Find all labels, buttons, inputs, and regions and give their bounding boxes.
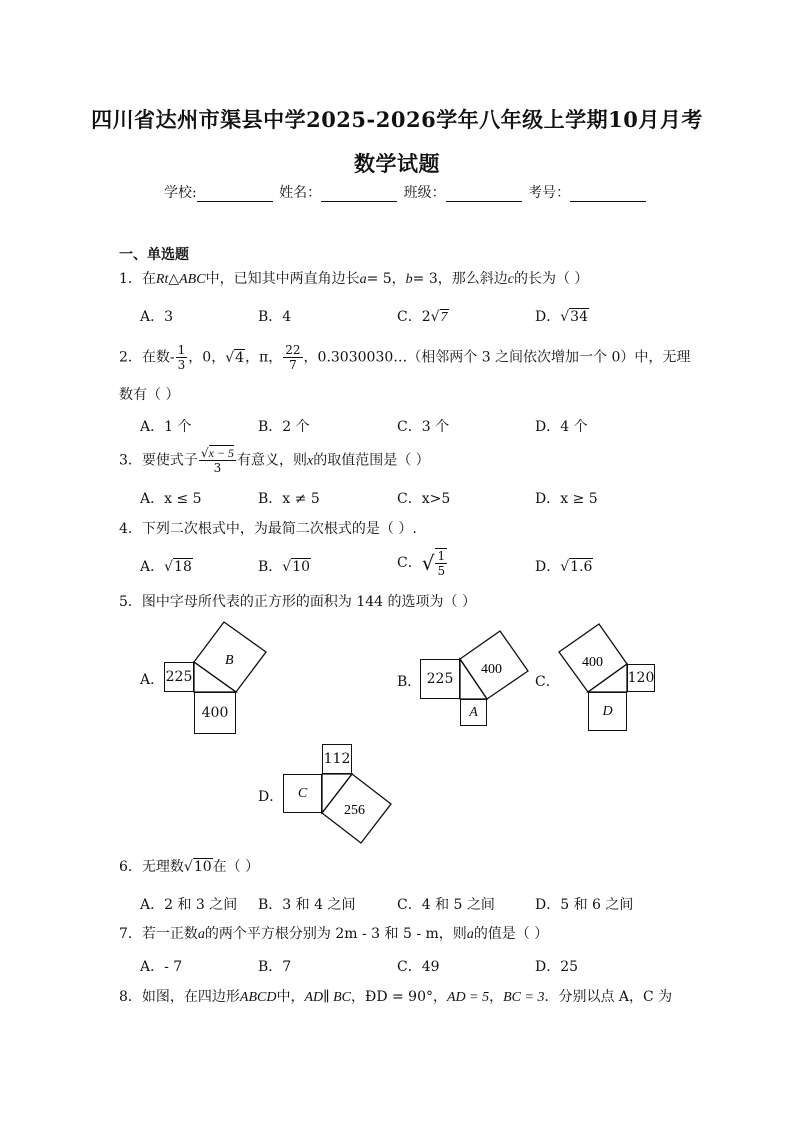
sqrt-symbol: √10 — [282, 559, 311, 575]
q3-option-d[interactable]: D．x ≥ 5 — [535, 491, 598, 507]
q7-var-a: a — [197, 927, 205, 942]
section-heading: 一、单选题 — [119, 247, 189, 263]
q6-option-c[interactable]: C．4 和 5 之间 — [397, 897, 495, 913]
q1-option-d[interactable] — [535, 306, 589, 326]
q7-option-b[interactable]: B．7 — [258, 959, 292, 975]
q8-text: 如图，在四边形 — [141, 989, 240, 1005]
q1-text: 在 — [141, 271, 156, 287]
q4-text: 下列二次根式中，为最简二次根式的是（ ）. — [141, 521, 417, 537]
q4-option-a[interactable] — [140, 556, 193, 576]
q1-c-radicand: 7 — [440, 310, 448, 325]
q6-text: 无理数 — [141, 859, 184, 875]
radicand: 10 — [292, 559, 311, 575]
sqrt-symbol: √1.6 — [560, 559, 593, 575]
q7-var-a: a — [466, 927, 474, 942]
q7-option-c[interactable]: C．49 — [397, 959, 440, 975]
q3-option-b[interactable]: B．x ≠ 5 — [258, 491, 320, 507]
square-label: 112 — [323, 751, 351, 767]
q4-a-label: A． — [140, 559, 165, 575]
q4-b-label: B． — [258, 559, 283, 575]
question-2 — [119, 343, 690, 372]
q1-var-c: c — [507, 272, 514, 287]
denominator: 3 — [177, 358, 186, 372]
question-7 — [119, 924, 548, 945]
sqrt-symbol: √18 — [164, 559, 192, 575]
school-label: 学校: — [164, 185, 197, 201]
q1-option-b[interactable]: B．4 — [258, 309, 292, 325]
q8-text: ．分别以点 A，C 为 — [544, 989, 673, 1005]
question-8 — [119, 987, 672, 1008]
q7-option-d[interactable]: D．25 — [535, 959, 579, 975]
q8-text: ， — [433, 989, 447, 1005]
q2-option-a[interactable]: A．1 个 — [140, 419, 192, 435]
q4-d-label: D． — [535, 559, 561, 575]
exam-title-line1: 四川省达州市渠县中学2025-2026学年八年级上学期10月月考 — [91, 107, 703, 132]
q8-text: ， — [489, 989, 504, 1005]
q1-var-a: a — [359, 272, 367, 287]
q8-condition: BC = 3 — [503, 990, 545, 1005]
numerator: 22 — [285, 343, 301, 357]
numerator: √x − 5 — [200, 446, 235, 460]
q3-var-x: x — [307, 453, 314, 469]
id-label: 考号： — [528, 185, 571, 201]
question-1 — [119, 269, 588, 290]
q4-option-b[interactable] — [258, 556, 311, 576]
q1-c-label: C．2 — [397, 309, 431, 325]
square-label: 400 — [201, 705, 229, 721]
q6-option-b[interactable]: B．3 和 4 之间 — [258, 897, 356, 913]
class-label: 班级： — [403, 185, 446, 201]
q1-d-label: D． — [535, 309, 561, 325]
q6-option-d[interactable]: D．5 和 6 之间 — [535, 897, 634, 913]
q3-text: 要使式子 — [141, 452, 198, 469]
q2-text: ，π， — [245, 349, 283, 366]
square-label: A — [469, 704, 478, 720]
exam-title-line2: 数学试题 — [354, 151, 440, 176]
q5-option-a[interactable]: A． — [140, 672, 165, 688]
radicand: x − 5 — [208, 446, 235, 460]
sqrt-symbol: √34 — [560, 309, 588, 325]
denominator: 5 — [437, 564, 446, 578]
q1-var-b: b — [405, 272, 413, 287]
square-label: 256 — [344, 803, 365, 818]
q1-text: 的长为（ ） — [513, 271, 589, 287]
q5-option-b[interactable]: B． — [397, 674, 422, 690]
fraction — [176, 343, 188, 372]
fraction — [199, 446, 236, 475]
question-3 — [119, 446, 430, 475]
q3-number: 3． — [119, 452, 142, 469]
q5b-figure — [450, 620, 540, 710]
sqrt-symbol: √4 — [225, 349, 245, 366]
name-blank[interactable] — [321, 187, 397, 202]
q8-text: 中， — [276, 989, 305, 1005]
q1-option-a[interactable]: A．3 — [140, 309, 174, 325]
sqrt-symbol: √10 — [183, 859, 212, 875]
square-label: 400 — [582, 655, 603, 670]
q8-condition: AD∥ BC — [304, 990, 352, 1005]
numerator: 1 — [177, 343, 186, 357]
name-label: 姓名： — [279, 185, 322, 201]
q1-number: 1． — [119, 271, 142, 287]
q2-number: 2． — [119, 349, 142, 366]
q3-text: 有意义，则 — [237, 452, 308, 469]
radicand: 1.6 — [570, 559, 593, 575]
q7-text: 的值是（ ） — [473, 926, 549, 942]
q5-number: 5． — [119, 594, 142, 610]
square-label: 225 — [165, 669, 193, 685]
radicand: 10 — [193, 859, 212, 875]
q5-text: 图中字母所代表的正方形的面积为 144 的选项为（ ） — [141, 594, 476, 610]
square-label: 400 — [481, 662, 502, 677]
sqrt-symbol: √7 — [430, 309, 448, 325]
question-6 — [119, 857, 259, 877]
q7-option-a[interactable]: A．- 7 — [140, 959, 183, 975]
q2-option-c[interactable]: C．3 个 — [397, 419, 450, 435]
q1-text: = 3，那么斜边 — [412, 271, 508, 287]
q2-option-d[interactable]: D．4 个 — [535, 419, 588, 435]
square-label: D — [602, 703, 613, 719]
q3-option-a[interactable]: A．x ≤ 5 — [140, 491, 202, 507]
q3-option-c[interactable]: C．x>5 — [397, 491, 451, 507]
q5-option-c[interactable]: C． — [535, 674, 560, 690]
q2-text: ，0.3030030…（相邻两个 3 之间依次增加一个 0）中，无理 — [303, 349, 691, 366]
q6-text: 在（ ） — [212, 859, 260, 875]
q7-number: 7． — [119, 926, 142, 942]
square-label: 120 — [627, 670, 655, 686]
square-label: 225 — [426, 671, 454, 687]
id-blank[interactable] — [570, 187, 646, 202]
q6-option-a[interactable]: A．2 和 3 之间 — [140, 897, 238, 913]
q2-option-b[interactable]: B．2 个 — [258, 419, 310, 435]
denominator: 7 — [289, 358, 297, 372]
q1-text: = 5， — [366, 271, 406, 287]
q5c-figure — [550, 615, 640, 705]
q2-line2: 数有（ ） — [119, 387, 180, 403]
q8-condition: AD = 5 — [447, 990, 490, 1005]
q8-text: ， — [351, 989, 366, 1005]
q7-text: 的两个平方根分别为 2m - 3 和 5 - m，则 — [204, 926, 467, 942]
question-5 — [119, 592, 476, 612]
student-info-line — [164, 182, 648, 202]
q1-option-c[interactable] — [397, 306, 449, 326]
q7-text: 若一正数 — [141, 926, 198, 942]
radicand: 4 — [235, 349, 245, 366]
q1-d-radicand: 34 — [570, 309, 588, 325]
q8-condition: ÐD = 90° — [365, 989, 433, 1005]
q4-c-label: C． — [397, 555, 422, 571]
fraction — [283, 343, 302, 372]
q8-quadrilateral: ABCD — [239, 990, 277, 1005]
q8-number: 8． — [119, 989, 142, 1005]
square-label: C — [297, 785, 308, 801]
q1-triangle: Rt△ABC — [155, 272, 206, 287]
denominator: 3 — [213, 461, 222, 475]
radicand: 18 — [174, 559, 192, 575]
q5d-figure — [315, 765, 400, 845]
q4-option-d[interactable] — [535, 556, 593, 576]
q5a-figure — [160, 615, 280, 740]
q6-number: 6． — [119, 859, 142, 875]
school-blank[interactable] — [197, 187, 273, 202]
class-blank[interactable] — [446, 187, 522, 202]
q3-text: 的取值范围是（ ） — [313, 452, 430, 469]
numerator: 1 — [437, 549, 446, 563]
q1-text: 中，已知其中两直角边长 — [205, 271, 360, 287]
q2-text: 在数- — [141, 349, 175, 366]
q4-number: 4． — [119, 521, 142, 537]
q2-text: ，0， — [188, 349, 226, 366]
q4-option-c[interactable] — [397, 548, 448, 578]
fraction — [435, 548, 447, 578]
sqrt-symbol: √ — [421, 551, 435, 575]
question-4 — [119, 519, 417, 539]
q5-option-d[interactable]: D． — [258, 789, 284, 805]
square-label: B — [225, 653, 234, 668]
